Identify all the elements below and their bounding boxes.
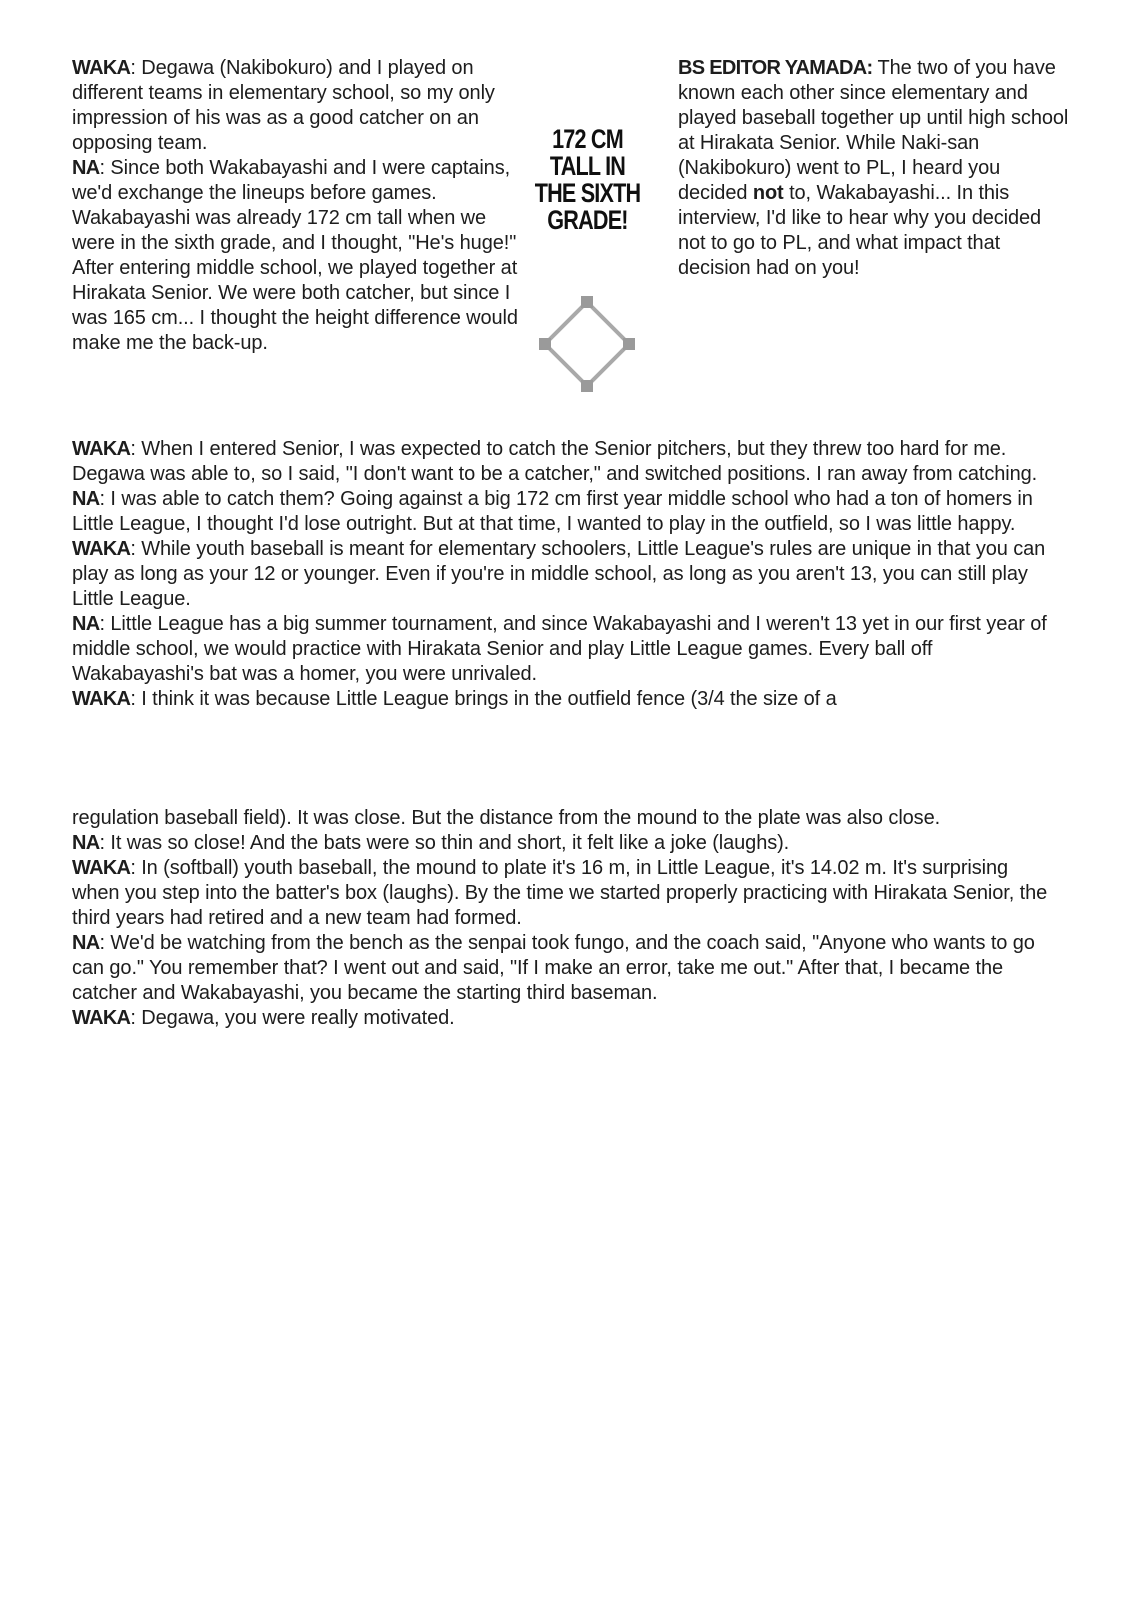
- speaker-label: WAKA: [72, 857, 131, 879]
- dialogue-line: [72, 612, 1054, 687]
- dialogue-text: : In (softball) youth baseball, the mound to plate it's 16 m, in Little League, it's 14.02 m. It's surprising when you step into the batter's box (laughs). By the time we started properly practicing with Hirakata Senior, the third years had retired and a new team had formed.: [72, 857, 1048, 929]
- speaker-label: NA: [72, 613, 100, 635]
- dialogue-text: The two of you have known each other since elementary and played baseball together up until high school at Hirakata Senior. While Naki-san (Nakibokuro) went to PL, I heard you decided: [678, 57, 1069, 204]
- emphasis-not: not: [752, 182, 784, 204]
- dialogue-line: [72, 537, 1054, 612]
- dialogue-line: [72, 56, 530, 156]
- baseball-diamond-svg: [537, 294, 637, 394]
- speaker-label: NA: [72, 157, 100, 179]
- speaker-label: NA: [72, 932, 100, 954]
- base-marker-left: [539, 338, 551, 350]
- dialogue-text: : Degawa, you were really motivated.: [130, 1007, 455, 1029]
- dialogue-text: : Little League has a big summer tournament, and since Wakabayashi and I weren't 13 yet in our first year of middle school, we would practice with Hirakata Senior and play Little League games. Every ball off Wakabayashi's bat was a homer, you were unrivaled.: [72, 613, 1047, 685]
- base-marker-bottom: [581, 380, 593, 392]
- speaker-label: NA: [72, 488, 100, 510]
- dialogue-line: [72, 831, 1054, 856]
- callout-172cm: [522, 126, 654, 234]
- speaker-label: NA: [72, 832, 100, 854]
- dialogue-line: [72, 806, 1054, 831]
- dialogue-text: : Degawa (Nakibokuro) and I played on different teams in elementary school, so my only impression of his was as a good catcher on an opposing team.: [72, 57, 495, 154]
- callout-line: TALL IN: [549, 151, 626, 181]
- dialogue-text: : When I entered Senior, I was expected to catch the Senior pitchers, but they threw too hard for me. Degawa was able to, so I said, "I don't want to be a catcher," and switched positions. I ran away from catching.: [72, 438, 1038, 485]
- base-marker-right: [623, 338, 635, 350]
- dialogue-line: [72, 437, 1054, 487]
- dialogue-line: [678, 56, 1070, 281]
- baseball-diamond-icon: [537, 294, 637, 394]
- dialogue-line: [72, 487, 1054, 537]
- dialogue-text: : I think it was because Little League brings in the outfield fence (3/4 the size of a: [130, 688, 837, 710]
- dialogue-line: [72, 687, 1054, 712]
- dialogue-text: : It was so close! And the bats were so thin and short, it felt like a joke (laughs).: [99, 832, 790, 854]
- dialogue-text: : Since both Wakabayashi and I were captains, we'd exchange the lineups before games. Wakabayashi was already 172 cm tall when we were in the sixth grade, and I thought, "He's huge!" After entering middle school, we played together at Hirakata Senior. We were both catcher, but since I was 165 cm... I thought the height difference would make me the back-up.: [72, 157, 518, 354]
- speaker-label: WAKA: [72, 57, 131, 79]
- dialogue-line: [72, 856, 1054, 931]
- column-right: [678, 56, 1070, 281]
- dialogue-line: [72, 1006, 1054, 1031]
- dialogue-line: [72, 156, 530, 356]
- speaker-label: WAKA: [72, 688, 131, 710]
- dialogue-block-2: [72, 806, 1054, 1031]
- callout-line: 172 CM: [552, 124, 623, 154]
- speaker-label: WAKA: [72, 438, 131, 460]
- speaker-label: BS EDITOR YAMADA:: [678, 57, 873, 79]
- speaker-label: WAKA: [72, 1007, 131, 1029]
- dialogue-line: [72, 931, 1054, 1006]
- dialogue-text: : While youth baseball is meant for elementary schoolers, Little League's rules are unique in that you can play as long as your 12 or younger. Even if you're in middle school, as long as you aren't 13, you can still play Little League.: [72, 538, 1046, 610]
- dialogue-text: regulation baseball field). It was close. But the distance from the mound to the plate was also close.: [72, 807, 941, 829]
- callout-line: THE SIXTH: [534, 178, 641, 208]
- column-left: [72, 56, 530, 356]
- dialogue-text: : I was able to catch them? Going against a big 172 cm first year middle school who had a ton of homers in Little League, I thought I'd lose outright. But at that time, I wanted to play in the outfield, so I was little happy.: [72, 488, 1033, 535]
- callout-line: GRADE!: [547, 205, 628, 235]
- base-marker-top: [581, 296, 593, 308]
- dialogue-text: : We'd be watching from the bench as the senpai took fungo, and the coach said, "Anyone who wants to go can go." You remember that? I went out and said, "If I make an error, take me out." After that, I became the catcher and Wakabayashi, you became the starting third baseman.: [72, 932, 1035, 1004]
- dialogue-block-1: [72, 437, 1054, 712]
- diamond-outline: [545, 302, 629, 386]
- dialogue-text: to, Wakabayashi... In this interview, I'd like to hear why you decided not to go to PL, and what impact that decision had on you!: [678, 182, 1042, 279]
- speaker-label: WAKA: [72, 538, 131, 560]
